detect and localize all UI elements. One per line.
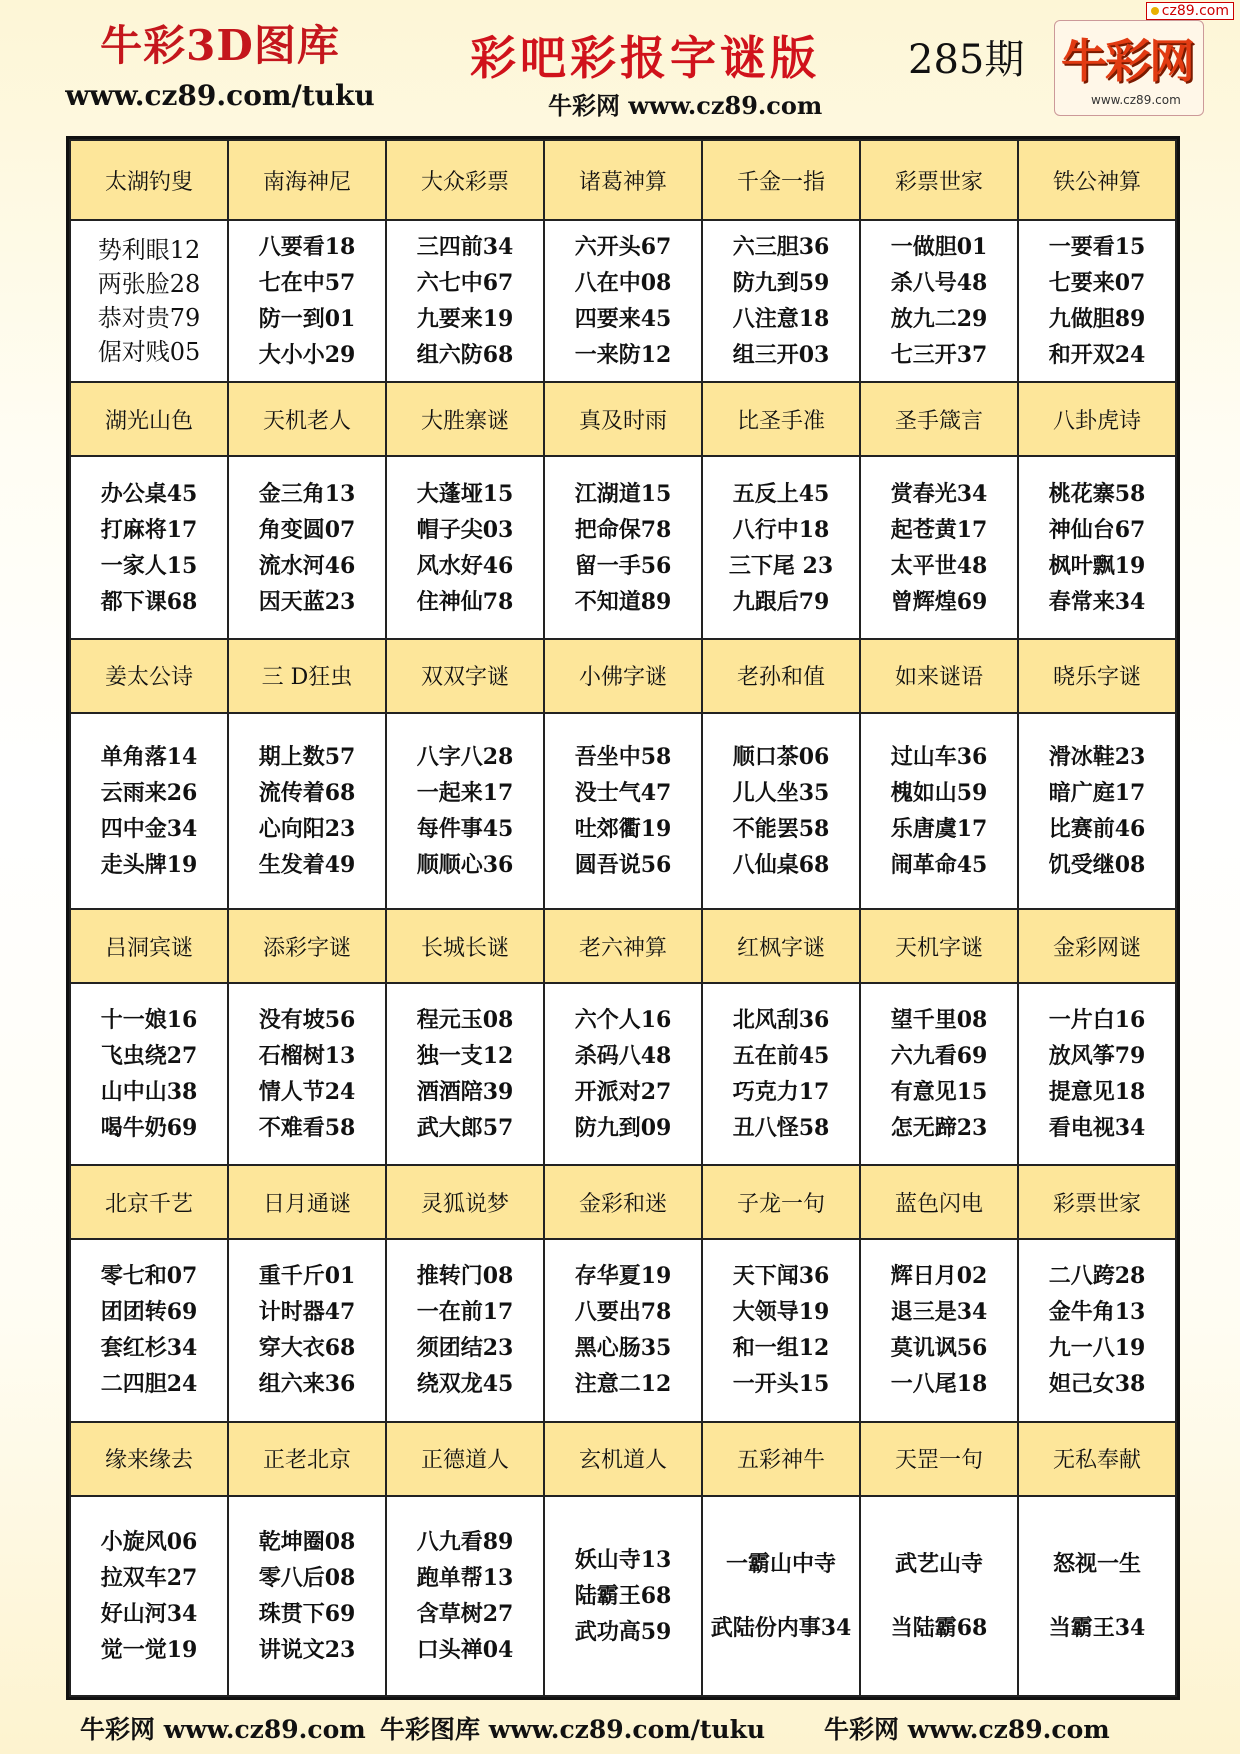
column-header-cell: 吕洞宾谜 xyxy=(70,909,228,983)
riddle-row xyxy=(70,713,1176,909)
riddle-line: 六个人16 xyxy=(574,1007,672,1034)
riddle-row xyxy=(70,456,1176,638)
riddle-line: 望千里08 xyxy=(890,1007,988,1034)
riddle-cell xyxy=(70,983,228,1165)
column-header-cell: 彩票世家 xyxy=(860,140,1018,220)
riddle-line: 六三胆36 xyxy=(732,234,830,261)
riddle-line: 打麻将17 xyxy=(100,516,198,543)
riddle-cell xyxy=(544,1239,702,1421)
riddle-cell xyxy=(860,983,1018,1165)
column-header-cell: 湖光山色 xyxy=(70,382,228,456)
riddle-line: 穿大衣68 xyxy=(258,1335,356,1362)
riddle-cell xyxy=(1018,713,1176,909)
riddle-line: 当霸王34 xyxy=(1048,1614,1146,1641)
riddle-cell xyxy=(70,456,228,638)
riddle-line: 杀八号48 xyxy=(890,270,988,297)
column-header-cell: 无私奉献 xyxy=(1018,1422,1176,1496)
riddle-line: 滑冰鞋23 xyxy=(1048,743,1146,770)
riddle-line: 吾坐中58 xyxy=(574,743,672,770)
riddle-line: 提意见18 xyxy=(1048,1079,1146,1106)
riddle-line: 重千斤01 xyxy=(258,1263,356,1290)
riddle-line: 一做胆01 xyxy=(890,234,988,261)
riddle-cell xyxy=(1018,220,1176,382)
riddle-line: 云雨来26 xyxy=(100,779,198,806)
riddle-line: 没有坡56 xyxy=(258,1007,356,1034)
column-header-cell: 千金一指 xyxy=(702,140,860,220)
riddle-line: 一开头15 xyxy=(732,1371,830,1398)
column-header-cell: 双双字谜 xyxy=(386,639,544,713)
column-header-cell: 圣手箴言 xyxy=(860,382,1018,456)
riddle-line: 起苍黄17 xyxy=(890,516,988,543)
column-header-cell: 长城长谜 xyxy=(386,909,544,983)
riddle-cell xyxy=(702,983,860,1165)
riddle-line: 武陆份内事34 xyxy=(710,1614,852,1641)
riddle-line: 一要看15 xyxy=(1048,234,1146,261)
column-header-cell: 八卦虎诗 xyxy=(1018,382,1176,456)
riddle-line: 八注意18 xyxy=(732,306,830,333)
riddle-line: 饥受继08 xyxy=(1048,851,1146,878)
issue-number: 285期 xyxy=(908,37,1025,83)
header-row xyxy=(70,382,1176,456)
riddle-line: 赏春光34 xyxy=(890,480,988,507)
riddle-line: 陆霸王68 xyxy=(574,1582,672,1609)
riddle-cell xyxy=(1018,983,1176,1165)
riddle-cell xyxy=(386,713,544,909)
riddle-line: 一霸山中寺 xyxy=(725,1550,836,1577)
riddle-line: 一在前17 xyxy=(416,1299,514,1326)
footer-link-right[interactable]: 牛彩网 www.cz89.com xyxy=(824,1715,1110,1744)
riddle-line: 独一支12 xyxy=(416,1043,514,1070)
riddle-line: 和开双24 xyxy=(1048,342,1146,369)
riddle-line: 流水河46 xyxy=(258,552,356,579)
column-header-cell: 红枫字谜 xyxy=(702,909,860,983)
riddle-line: 金三角13 xyxy=(258,480,356,507)
column-header-cell: 正老北京 xyxy=(228,1422,386,1496)
riddle-line: 注意二12 xyxy=(574,1371,672,1398)
riddle-line: 讲说文23 xyxy=(258,1636,356,1663)
riddle-line: 七在中57 xyxy=(258,270,356,297)
riddle-line: 情人节24 xyxy=(258,1079,356,1106)
riddle-cell xyxy=(1018,1239,1176,1421)
logo-url: www.cz89.com xyxy=(1091,93,1181,107)
riddle-line: 曾辉煌69 xyxy=(890,588,988,615)
riddle-line: 大蓬垭15 xyxy=(416,480,514,507)
riddle-line: 都下课68 xyxy=(100,588,198,615)
column-header-cell: 三 D狂虫 xyxy=(228,639,386,713)
riddle-line: 太平世48 xyxy=(890,552,988,579)
riddle-line: 组三开03 xyxy=(732,342,830,369)
riddle-line: 绕双龙45 xyxy=(416,1371,514,1398)
riddle-cell xyxy=(544,456,702,638)
riddle-table xyxy=(69,139,1177,1697)
column-header-cell: 真及时雨 xyxy=(544,382,702,456)
riddle-line: 二八跨28 xyxy=(1048,1263,1146,1290)
riddle-cell xyxy=(228,713,386,909)
riddle-line: 七要来07 xyxy=(1048,270,1146,297)
riddle-line: 觉一觉19 xyxy=(100,1636,198,1663)
riddle-line: 不能罢58 xyxy=(732,815,830,842)
riddle-line: 金牛角13 xyxy=(1048,1299,1146,1326)
riddle-line: 生发着49 xyxy=(258,851,356,878)
riddle-line: 喝牛奶69 xyxy=(100,1115,198,1142)
riddle-line: 春常来34 xyxy=(1048,588,1146,615)
riddle-line: 每件事45 xyxy=(416,815,514,842)
riddle-line: 武艺山寺 xyxy=(894,1550,983,1577)
riddle-line: 七三开37 xyxy=(890,342,988,369)
corner-url-text: cz89.com xyxy=(1161,3,1229,19)
riddle-cell xyxy=(702,713,860,909)
riddle-cell xyxy=(544,713,702,909)
riddle-line: 山中山38 xyxy=(100,1079,198,1106)
riddle-line: 武功高59 xyxy=(574,1618,672,1645)
riddle-line: 三下尾 23 xyxy=(728,552,834,579)
riddle-line: 北风刮36 xyxy=(732,1007,830,1034)
riddle-line: 程元玉08 xyxy=(416,1007,514,1034)
riddle-line: 一片白16 xyxy=(1048,1007,1146,1034)
riddle-line: 顺顺心36 xyxy=(416,851,514,878)
riddle-line: 看电视34 xyxy=(1048,1115,1146,1142)
riddle-line: 心向阳23 xyxy=(258,815,356,842)
riddle-line: 不难看58 xyxy=(258,1115,356,1142)
riddle-line: 杀码八48 xyxy=(574,1043,672,1070)
riddle-line: 因天蓝23 xyxy=(258,588,356,615)
riddle-line: 妖山寺13 xyxy=(574,1546,672,1573)
riddle-cell xyxy=(860,220,1018,382)
riddle-line: 过山车36 xyxy=(890,743,988,770)
logo-text: 牛彩网 xyxy=(1061,34,1193,88)
riddle-line: 倨对贱05 xyxy=(97,338,201,367)
riddle-line: 闹革命45 xyxy=(890,851,988,878)
riddle-line: 怎无蹄23 xyxy=(890,1115,988,1142)
riddle-line: 妲己女38 xyxy=(1048,1371,1146,1398)
riddle-line: 口头禅04 xyxy=(416,1636,514,1663)
riddle-cell xyxy=(228,1496,386,1696)
riddle-line: 八在中08 xyxy=(574,270,672,297)
riddle-cell xyxy=(860,1496,1018,1696)
column-header-cell: 太湖钓叟 xyxy=(70,140,228,220)
riddle-line: 六九看69 xyxy=(890,1043,988,1070)
corner-url-badge[interactable] xyxy=(1146,2,1234,20)
riddle-line: 当陆霸68 xyxy=(890,1614,988,1641)
riddle-row xyxy=(70,1496,1176,1696)
riddle-line: 石榴树13 xyxy=(258,1043,356,1070)
column-header-cell: 北京千艺 xyxy=(70,1165,228,1239)
riddle-cell xyxy=(1018,456,1176,638)
riddle-line: 吐郊衢19 xyxy=(574,815,672,842)
riddle-line: 计时器47 xyxy=(258,1299,356,1326)
riddle-line: 江湖道15 xyxy=(574,480,672,507)
riddle-line: 存华夏19 xyxy=(574,1263,672,1290)
riddle-line: 须团结23 xyxy=(416,1335,514,1362)
riddle-line: 巧克力17 xyxy=(732,1079,830,1106)
header-row xyxy=(70,1422,1176,1496)
column-header-cell: 五彩神牛 xyxy=(702,1422,860,1496)
riddle-cell xyxy=(386,220,544,382)
riddle-line: 九要来19 xyxy=(416,306,514,333)
riddle-line: 四要来45 xyxy=(574,306,672,333)
riddle-line: 防九到59 xyxy=(732,270,830,297)
riddle-cell xyxy=(228,220,386,382)
riddle-line: 组六来36 xyxy=(258,1371,356,1398)
riddle-line xyxy=(703,1582,859,1610)
column-header-cell: 小佛字谜 xyxy=(544,639,702,713)
riddle-line: 单角落14 xyxy=(100,743,198,770)
column-header-cell: 南海神尼 xyxy=(228,140,386,220)
riddle-line: 八要看18 xyxy=(258,234,356,261)
riddle-line: 住神仙78 xyxy=(416,588,514,615)
column-header-cell: 正德道人 xyxy=(386,1422,544,1496)
riddle-row xyxy=(70,983,1176,1165)
riddle-line: 八九看89 xyxy=(416,1528,514,1555)
riddle-line: 九一八19 xyxy=(1048,1335,1146,1362)
riddle-line: 流传着68 xyxy=(258,779,356,806)
riddle-line: 拉双车27 xyxy=(100,1564,198,1591)
riddle-line: 角变圆07 xyxy=(258,516,356,543)
riddle-cell xyxy=(702,456,860,638)
column-header-cell: 金彩和迷 xyxy=(544,1165,702,1239)
riddle-line: 神仙台67 xyxy=(1048,516,1146,543)
riddle-line: 风水好46 xyxy=(416,552,514,579)
riddle-line: 十一娘16 xyxy=(100,1007,198,1034)
riddle-line: 大领导19 xyxy=(732,1299,830,1326)
column-header-cell: 晓乐字谜 xyxy=(1018,639,1176,713)
riddle-cell xyxy=(228,983,386,1165)
column-header-cell: 比圣手准 xyxy=(702,382,860,456)
riddle-line: 不知道89 xyxy=(574,588,672,615)
riddle-line: 六开头67 xyxy=(574,234,672,261)
riddle-line: 势利眼12 xyxy=(97,236,201,265)
riddle-line: 辉日月02 xyxy=(890,1263,988,1290)
riddle-line: 二四胆24 xyxy=(100,1371,198,1398)
riddle-line: 没士气47 xyxy=(574,779,672,806)
riddle-line: 防九到09 xyxy=(574,1115,672,1142)
riddle-line: 五在前45 xyxy=(732,1043,830,1070)
header-row xyxy=(70,1165,1176,1239)
riddle-line: 四中金34 xyxy=(100,815,198,842)
riddle-line: 大小小29 xyxy=(258,342,356,369)
header-row xyxy=(70,639,1176,713)
riddle-line: 小旋风06 xyxy=(100,1528,198,1555)
riddle-line: 防一到01 xyxy=(258,306,356,333)
riddle-cell xyxy=(860,713,1018,909)
riddle-cell xyxy=(544,220,702,382)
riddle-line: 跑单帮13 xyxy=(416,1564,514,1591)
riddle-line: 八仙桌68 xyxy=(732,851,830,878)
riddle-cell xyxy=(228,456,386,638)
riddle-line: 和一组12 xyxy=(732,1335,830,1362)
header-row xyxy=(70,909,1176,983)
column-header-cell: 铁公神算 xyxy=(1018,140,1176,220)
riddle-cell xyxy=(386,1496,544,1696)
riddle-line: 飞虫绕27 xyxy=(100,1043,198,1070)
brand-title: 牛彩3D图库 xyxy=(100,21,340,70)
riddle-line: 团团转69 xyxy=(100,1299,198,1326)
riddle-line: 有意见15 xyxy=(890,1079,988,1106)
site-logo[interactable] xyxy=(1054,20,1204,116)
page-title: 彩吧彩报字谜版 xyxy=(470,31,820,85)
riddle-line: 好山河34 xyxy=(100,1600,198,1627)
riddle-line: 五反上45 xyxy=(732,480,830,507)
riddle-line: 酒酒陪39 xyxy=(416,1079,514,1106)
column-header-cell: 蓝色闪电 xyxy=(860,1165,1018,1239)
riddle-line: 帽子尖03 xyxy=(416,516,514,543)
column-header-cell: 彩票世家 xyxy=(1018,1165,1176,1239)
footer-link-middle[interactable]: 牛彩图库 www.cz89.com/tuku xyxy=(380,1715,766,1744)
riddle-line xyxy=(1019,1582,1175,1610)
riddle-cell xyxy=(386,983,544,1165)
riddle-cell xyxy=(70,1239,228,1421)
riddle-line: 槐如山59 xyxy=(890,779,988,806)
riddle-line: 儿人坐35 xyxy=(732,779,830,806)
column-header-cell: 添彩字谜 xyxy=(228,909,386,983)
riddle-line: 顺口茶06 xyxy=(732,743,830,770)
riddle-line: 八字八28 xyxy=(416,743,514,770)
riddle-line: 乾坤圈08 xyxy=(258,1528,356,1555)
footer-link-left[interactable]: 牛彩网 www.cz89.com xyxy=(80,1715,366,1744)
column-header-cell: 玄机道人 xyxy=(544,1422,702,1496)
riddle-line: 枫叶飘19 xyxy=(1048,552,1146,579)
riddle-line: 两张脸28 xyxy=(97,270,201,299)
riddle-line: 桃花寨58 xyxy=(1048,480,1146,507)
riddle-grid xyxy=(66,136,1180,1700)
column-header-cell: 老六神算 xyxy=(544,909,702,983)
riddle-line: 比赛前46 xyxy=(1048,815,1146,842)
column-header-cell: 金彩网谜 xyxy=(1018,909,1176,983)
header-row xyxy=(70,140,1176,220)
column-header-cell: 日月通谜 xyxy=(228,1165,386,1239)
brand-block xyxy=(50,18,390,114)
column-header-cell: 缘来缘去 xyxy=(70,1422,228,1496)
riddle-line: 一起来17 xyxy=(416,779,514,806)
riddle-cell xyxy=(702,1239,860,1421)
riddle-line: 珠贯下69 xyxy=(258,1600,356,1627)
riddle-line: 丑八怪58 xyxy=(732,1115,830,1142)
riddle-line: 黑心肠35 xyxy=(574,1335,672,1362)
riddle-line: 把命保78 xyxy=(574,516,672,543)
riddle-line: 退三是34 xyxy=(890,1299,988,1326)
column-header-cell: 天机老人 xyxy=(228,382,386,456)
riddle-line: 开派对27 xyxy=(574,1079,672,1106)
riddle-cell xyxy=(70,713,228,909)
riddle-line: 套红杉34 xyxy=(100,1335,198,1362)
riddle-cell xyxy=(860,1239,1018,1421)
riddle-line: 含草树27 xyxy=(416,1600,514,1627)
column-header-cell: 天机字谜 xyxy=(860,909,1018,983)
riddle-line: 组六防68 xyxy=(416,342,514,369)
riddle-line: 留一手56 xyxy=(574,552,672,579)
riddle-line: 暗广庭17 xyxy=(1048,779,1146,806)
riddle-cell xyxy=(702,220,860,382)
riddle-line: 怒视一生 xyxy=(1052,1550,1141,1577)
riddle-line: 恭对贵79 xyxy=(97,304,201,333)
riddle-cell xyxy=(702,1496,860,1696)
riddle-line: 走头牌19 xyxy=(100,851,198,878)
riddle-line: 零七和07 xyxy=(100,1263,198,1290)
riddle-cell xyxy=(860,456,1018,638)
brand-url[interactable]: www.cz89.com/tuku xyxy=(65,79,375,112)
riddle-line: 武大郎57 xyxy=(416,1115,514,1142)
riddle-line: 一来防12 xyxy=(574,342,672,369)
riddle-cell xyxy=(70,1496,228,1696)
riddle-line: 一家人15 xyxy=(100,552,198,579)
column-header-cell: 姜太公诗 xyxy=(70,639,228,713)
riddle-line: 九跟后79 xyxy=(732,588,830,615)
riddle-line: 期上数57 xyxy=(258,743,356,770)
riddle-line: 放九二29 xyxy=(890,306,988,333)
riddle-line: 天下闻36 xyxy=(732,1263,830,1290)
riddle-line: 零八后08 xyxy=(258,1564,356,1591)
riddle-row xyxy=(70,220,1176,382)
riddle-line: 乐唐虞17 xyxy=(890,815,988,842)
riddle-cell xyxy=(386,1239,544,1421)
riddle-line: 一八尾18 xyxy=(890,1371,988,1398)
globe-icon xyxy=(1151,7,1159,15)
riddle-cell xyxy=(386,456,544,638)
column-header-cell: 大胜寨谜 xyxy=(386,382,544,456)
riddle-cell xyxy=(544,1496,702,1696)
riddle-line: 莫讥讽56 xyxy=(890,1335,988,1362)
riddle-line: 办公桌45 xyxy=(100,480,198,507)
riddle-line: 圆吾说56 xyxy=(574,851,672,878)
riddle-line: 三四前34 xyxy=(416,234,514,261)
riddle-line: 八行中18 xyxy=(732,516,830,543)
column-header-cell: 如来谜语 xyxy=(860,639,1018,713)
column-header-cell: 大众彩票 xyxy=(386,140,544,220)
riddle-cell xyxy=(1018,1496,1176,1696)
riddle-line: 推转门08 xyxy=(416,1263,514,1290)
riddle-line: 六七中67 xyxy=(416,270,514,297)
column-header-cell: 灵狐说梦 xyxy=(386,1165,544,1239)
riddle-row xyxy=(70,1239,1176,1421)
riddle-line: 放风筝79 xyxy=(1048,1043,1146,1070)
riddle-line: 九做胆89 xyxy=(1048,306,1146,333)
column-header-cell: 子龙一句 xyxy=(702,1165,860,1239)
riddle-cell xyxy=(544,983,702,1165)
site-subtitle[interactable]: 牛彩网 www.cz89.com xyxy=(548,91,823,120)
riddle-cell xyxy=(70,220,228,382)
riddle-line: 八要出78 xyxy=(574,1299,672,1326)
column-header-cell: 诸葛神算 xyxy=(544,140,702,220)
riddle-line xyxy=(861,1582,1017,1610)
column-header-cell: 老孙和值 xyxy=(702,639,860,713)
column-header-cell: 天罡一句 xyxy=(860,1422,1018,1496)
riddle-cell xyxy=(228,1239,386,1421)
